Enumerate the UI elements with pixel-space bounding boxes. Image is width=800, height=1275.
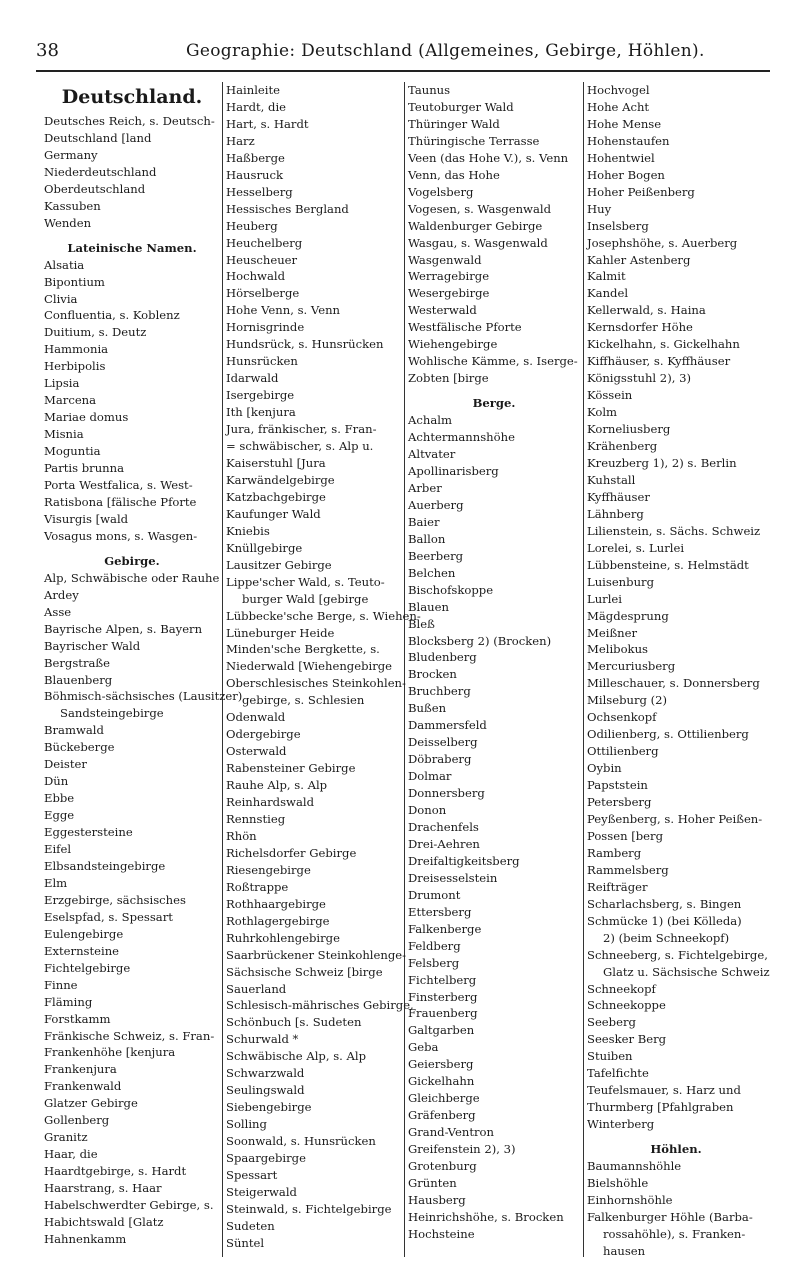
index-entry: Schönbuch [s. Sudeten [226,1015,362,1030]
index-entry: Bayrischer Wald [44,638,141,653]
index-entry: Hart, s. Hardt [226,116,309,131]
index-entry: Rammelsberg [587,862,669,877]
index-entry: Externsteine [44,943,120,958]
index-entry: Visurgis [wald [44,511,129,526]
index-entry: Rauhe Alp, s. Alp [226,778,328,793]
index-entry: Clivia [44,291,78,306]
index-entry: Vogelsberg [408,184,474,199]
index-entry: Dammersfeld [408,718,487,733]
index-entry: Schlesisch-mährisches Gebirge, [226,998,414,1013]
index-entry: Deister [44,757,87,772]
index-entry: Haßberge [226,150,285,165]
index-entry: Beerberg [408,548,464,563]
index-entry: Sauerland [226,981,287,996]
index-entry: Brocken [408,667,457,682]
index-entry: Karwändelgebirge [226,472,335,487]
index-entry: Geba [408,1040,439,1055]
index-entry: Lüneburger Heide [226,625,335,640]
page-number: 38 [36,40,59,61]
index-entry: Odilienberg, s. Ottilienberg [587,727,749,742]
index-entry: Haarstrang, s. Haar [44,1181,162,1196]
column-divider [583,82,584,1257]
index-entry: Riesengebirge [226,862,311,877]
index-entry: Lübbecke'sche Berge, s. Wiehen- [226,608,421,623]
index-entry: Bußen [408,701,447,716]
index-entry: Melibokus [587,642,648,657]
index-entry: Deutschland [land [44,130,152,145]
index-entry: Falkenburger Höhle (Barba- [587,1209,753,1224]
index-entry: Scharlachsberg, s. Bingen [587,896,742,911]
index-entry: Elbsandsteingebirge [44,858,166,873]
running-head: Geographie: Deutschland (Allgemeines, Gebirge, Höhlen). [186,41,705,61]
index-entry: Habelschwerdter Gebirge, s. [44,1198,214,1213]
index-entry: Fränkische Schweiz, s. Fran- [44,1028,215,1043]
index-entry: Lorelei, s. Lurlei [587,540,685,555]
index-entry: Belchen [408,565,456,580]
index-entry: Seesker Berg [587,1032,667,1047]
index-entry: Siebengebirge [226,1100,312,1115]
index-entry: Donnersberg [408,786,485,801]
index-entry: Wenden [44,215,92,230]
index-entry: Kalmit [587,269,626,284]
index-entry: Oberdeutschland [44,181,146,196]
index-entry: Dreisesselstein [408,870,498,885]
index-entry: Asse [44,604,72,619]
index-entry: Hainleite [226,83,280,97]
index-entry: Donon [408,803,447,818]
index-entry: Wasgau, s. Wasgenwald [408,235,548,250]
index-entry: Hausruck [226,167,283,182]
index-entry: Schneekopf [587,981,656,996]
index-entry: Wohlische Kämme, s. Iserge- [408,354,578,369]
index-entry: Haardtgebirge, s. Hardt [44,1164,187,1179]
index-entry: Frauenberg [408,1006,478,1021]
index-entry: Haar, die [44,1147,98,1162]
index-entry: Rhön [226,828,257,843]
index-entry: Auerberg [408,497,464,512]
index-entry: Gollenberg [44,1113,110,1128]
index-entry: Dreifaltigkeitsberg [408,853,520,868]
index-entry-continued: gebirge, s. Schlesien [242,693,365,708]
index-entry: Kickelhahn, s. Gickelhahn [587,337,740,352]
index-entry: Krähenberg [587,439,658,454]
index-entry: Ratisbona [fälische Pforte [44,494,197,509]
index-entry: Kyffhäuser [587,489,650,504]
index-entry: Glatzer Gebirge [44,1096,138,1111]
index-entry: Huy [587,201,612,216]
index-entry: Königsstuhl 2), 3) [587,371,691,386]
index-entry: Meißner [587,625,638,640]
index-entry: Hochvogel [587,83,650,97]
index-entry: Kiffhäuser, s. Kyffhäuser [587,354,731,369]
index-entry: Heinrichshöhe, s. Brocken [408,1209,564,1224]
index-entry: Erzgebirge, sächsisches [44,892,186,907]
index-entry: Schwarzwald [226,1066,305,1081]
index-entry: Roßtrappe [226,879,289,894]
index-entry: Marcena [44,393,97,408]
index-entry: Odenwald [226,710,286,725]
index-entry: Schmücke 1) (bei Kölleda) [587,913,742,928]
index-entry: Harz [226,133,255,148]
index-entry: Gräfenberg [408,1108,476,1123]
index-entry: Veen (das Hohe V.), s. Venn [408,150,569,165]
index-entry: Galtgarben [408,1023,475,1038]
index-entry: Rabensteiner Gebirge [226,761,356,776]
index-entry: Bergstraße [44,655,111,670]
index-entry: Vosagus mons, s. Wasgen- [44,528,198,543]
index-entry: Grünten [408,1176,457,1190]
index-entry: Baumannshöhle [587,1159,682,1174]
column-4 [587,82,770,1258]
index-entry: Eulengebirge [44,926,124,941]
index-entry: Kaiserstuhl [Jura [226,455,326,470]
index-entry: Lübbensteine, s. Helmstädt [587,557,749,572]
index-entry: Eselspfad, s. Spessart [44,909,173,924]
index-entry: Ottilienberg [587,744,659,759]
index-entry: Zobten [birge [408,371,489,386]
index-entry: Hessisches Bergland [226,201,349,216]
index-entry: Seulingswald [226,1083,305,1098]
index-entry: Steigerwald [226,1184,297,1199]
index-entry: Kandel [587,286,629,301]
index-entry: Schurwald * [226,1032,299,1047]
index-entry: Ruhrkohlengebirge [226,930,340,945]
index-entry: Partis brunna [44,461,125,476]
index-entry: Apollinarisberg [408,463,499,478]
index-entry: Saarbrückener Steinkohlenge- [226,947,407,962]
index-entry: Mercuriusberg [587,659,676,674]
index-entry: Einhornshöhle [587,1192,673,1207]
index-entry: Heuberg [226,218,278,233]
index-entry: Falkenberge [408,921,482,936]
index-entry: Duitium, s. Deutz [44,325,147,340]
index-entry: Seeberg [587,1015,636,1030]
index-entry: Ballon [408,531,446,546]
index-entry: Hoher Peißenberg [587,184,695,199]
column-2 [226,82,421,1257]
index-entry: Granitz [44,1130,88,1145]
index-entry: Kassuben [44,198,101,213]
index-entry: Thurmberg [Pfahlgraben [587,1100,734,1115]
index-entry: Hausberg [408,1192,466,1207]
index-entry: Arber [408,480,442,495]
index-entry: Hornisgrinde [226,320,305,335]
index-entry: Rothhaargebirge [226,896,326,911]
index-entry-continued: Sandsteingebirge [60,706,164,721]
index-entry: Achalm [408,413,452,428]
index-entry: Bückeberge [44,740,115,755]
index-entry: Achtermannshöhe [408,430,515,445]
index-entry: Wiehengebirge [408,337,498,352]
index-entry: Frankenjura [44,1062,117,1077]
index-entry: Confluentia, s. Koblenz [44,308,180,323]
index-entry: Eggestersteine [44,825,133,840]
index-entry: Reinhardswald [226,795,315,810]
index-entry: Kernsdorfer Höhe [587,320,693,335]
page-header [36,40,764,64]
index-entry: Porta Westfalica, s. West- [44,478,193,493]
index-entry: Teufelsmauer, s. Harz und [587,1083,741,1098]
index-entry: Niederdeutschland [44,164,157,179]
index-entry: Idarwald [226,371,279,386]
index-entry: Odergebirge [226,727,301,742]
index-entry: Hohentwiel [587,150,655,165]
index-entry: Misnia [44,427,84,442]
index-entry: Minden'sche Bergkette, s. [226,642,380,657]
index-entry: Dolmar [408,769,452,784]
index-entry: Hochwald [226,269,286,284]
index-entry: Baier [408,514,440,529]
index-entry: Süntel [226,1235,265,1250]
index-entry: Reifträger [587,879,648,894]
index-entry-continued: burger Wald [gebirge [242,591,369,606]
index-entry: Ith [kenjura [226,405,296,420]
index-entry: Kniebis [226,523,270,538]
index-entry: Forstkamm [44,1011,111,1026]
index-entry: Feldberg [408,938,461,953]
index-entry: Schneeberg, s. Fichtelgebirge, [587,947,768,962]
index-entry: Fläming [44,994,93,1009]
index-entry: Oberschlesisches Steinkohlen- [226,676,406,691]
index-entry: Felsberg [408,955,460,970]
index-entry: Hardt, die [226,99,287,114]
index-entry: Drei-Aehren [408,836,480,851]
index-entry: Blocksberg 2) (Brocken) [408,633,552,648]
index-entry: Hundsrück, s. Hunsrücken [226,337,384,352]
column-3 [408,82,580,1257]
index-entry: Venn, das Hohe [408,167,500,182]
index-entry: Kahler Astenberg [587,252,691,267]
index-entry: Oybin [587,761,622,776]
index-entry: Soonwald, s. Hunsrücken [226,1134,376,1149]
index-entry: Greifenstein 2), 3) [408,1142,516,1157]
index-entry: Kössein [587,388,633,403]
index-entry: Sächsische Schweiz [birge [226,964,383,979]
index-entry: Altvater [408,447,456,462]
index-entry: Deutsches Reich, s. Deutsch- [44,114,215,128]
index-entry: Hohe Acht [587,99,650,114]
index-entry: Inselsberg [587,218,649,233]
index-entry: Böhmisch-sächsisches (Lausitzer) [44,689,243,704]
section-heading: Höhlen. [650,1142,702,1157]
index-entry: Lausitzer Gebirge [226,557,332,572]
index-entry: Mägdesprung [587,608,669,623]
index-entry: Josephshöhe, s. Auerberg [587,235,738,250]
index-entry: Bludenberg [408,650,477,665]
index-entry: Heuscheuer [226,252,298,267]
index-entry: Gickelhahn [408,1074,475,1089]
index-entry: Hammonia [44,342,109,357]
index-entry: Sudeten [226,1218,275,1233]
index-entry: Stuiben [587,1049,633,1064]
index-entry: Bramwald [44,723,104,738]
index-entry: Schneekoppe [587,998,666,1013]
index-entry: Fichtelberg [408,972,477,987]
column-divider [404,82,405,1257]
index-entry: Alsatia [44,257,85,272]
column-divider [222,82,223,1257]
index-entry-continued: 2) (beim Schneekopf) [603,930,730,945]
index-entry: Alp, Schwäbische oder Rauhe [44,570,220,585]
index-entry: Bischofskoppe [408,582,494,597]
section-heading: Gebirge. [104,553,160,568]
header-rule [36,70,770,72]
index-entry: Hörselberge [226,286,300,301]
index-entry: Frankenwald [44,1079,122,1094]
index-entry: Niederwald [Wiehengebirge [226,659,393,674]
index-entry: Drumont [408,887,461,902]
index-entry: Wesergebirge [408,286,490,301]
index-entry: Hohe Mense [587,116,662,131]
index-entry: Spaargebirge [226,1151,306,1166]
index-entry: Lilienstein, s. Sächs. Schweiz [587,523,761,538]
index-entry: Bipontium [44,274,105,289]
section-heading: Lateinische Namen. [67,240,197,255]
index-entry: Rothlagergebirge [226,913,330,928]
index-entry-continued: hausen [603,1243,646,1258]
index-entry: Ardey [44,587,79,602]
index-entry-continued: rossahöhle), s. Franken- [603,1226,746,1241]
index-entry: Petersberg [587,795,652,810]
index-entry: Ettersberg [408,904,472,919]
section-heading: Berge. [472,396,516,411]
index-entry: Grotenburg [408,1159,477,1174]
index-entry: Dün [44,774,69,789]
index-entry: Jura, fränkischer, s. Fran- [226,422,377,437]
index-entry: Peyßenberg, s. Hoher Peißen- [587,811,763,826]
index-entry: Döbraberg [408,752,472,767]
index-entry: = schwäbischer, s. Alp u. [226,439,374,454]
index-entry: Lippe'scher Wald, s. Teuto- [226,574,385,589]
index-entry: Thüringische Terrasse [408,133,540,148]
index-entry: Rennstieg [226,811,286,826]
index-entry: Lähnberg [587,506,644,521]
index-entry: Grand-Ventron [408,1125,494,1140]
index-entry: Luisenburg [587,574,655,589]
index-entry: Finne [44,977,78,992]
index-entry: Papststein [587,778,648,793]
index-entry: Blauen [408,599,449,614]
index-entry: Ochsenkopf [587,710,657,725]
index-entry: Schwäbische Alp, s. Alp [226,1049,367,1064]
index-entry: Bruchberg [408,684,471,699]
index-entry: Ramberg [587,845,642,860]
index-entry: Richelsdorfer Gebirge [226,845,357,860]
index-entry: Hohe Venn, s. Venn [226,303,341,318]
index-entry: Elm [44,875,68,890]
index-entry: Milleschauer, s. Donnersberg [587,676,760,691]
index-entry: Hesselberg [226,184,293,199]
index-entry: Kaufunger Wald [226,506,321,521]
index-entry: Kreuzberg 1), 2) s. Berlin [587,455,737,470]
index-entry: Finsterberg [408,989,478,1004]
index-entry: Thüringer Wald [408,116,500,131]
index-entry: Deisselberg [408,735,478,750]
index-entry: Hoher Bogen [587,167,665,182]
index-entry: Heuchelberg [226,235,303,250]
index-entry: Herbipolis [44,359,106,374]
index-entry: Hahnenkamm [44,1231,127,1246]
index-entry: Steinwald, s. Fichtelgebirge [226,1201,392,1216]
index-entry: Kolm [587,405,618,420]
index-entry: Eifel [44,842,72,857]
index-entry: Kellerwald, s. Haina [587,303,706,318]
section-title: Deutschland. [61,86,203,108]
index-entry: Blauenberg [44,672,113,687]
index-entry: Possen [berg [587,828,663,843]
index-entry: Lurlei [587,591,622,606]
index-entry: Vogesen, s. Wasgenwald [408,201,552,216]
index-entry: Hohenstaufen [587,133,670,148]
index-entry: Moguntia [44,444,101,459]
index-entry: Korneliusberg [587,422,671,437]
index-entry: Tafelfichte [587,1066,649,1081]
index-entry: Hunsrücken [226,354,298,369]
index-entry: Frankenhöhe [kenjura [44,1045,176,1060]
index-entry: Mariae domus [44,410,129,425]
index-entry: Kuhstall [587,472,636,487]
index-entry: Osterwald [226,744,287,759]
index-entry: Habichtswald [Glatz [44,1215,164,1229]
index-entry: Waldenburger Gebirge [408,218,543,233]
index-entry: Gleichberge [408,1091,480,1106]
index-entry: Teutoburger Wald [408,99,514,114]
index-entry: Wasgenwald [408,252,482,267]
index-entry: Milseburg (2) [587,693,668,708]
index-entry: Germany [44,147,98,162]
index-entry: Winterberg [587,1117,655,1132]
index-entry: Isergebirge [226,388,295,403]
index-entry: Geiersberg [408,1057,474,1072]
index-entry: Solling [226,1117,267,1132]
index-entry: Drachenfels [408,819,479,834]
index-entry: Katzbachgebirge [226,489,326,504]
index-entry: Bleß [408,616,435,631]
index-entry: Lipsia [44,376,80,391]
index-entry: Westerwald [408,303,477,318]
index-entry: Egge [44,808,75,823]
index-entry: Ebbe [44,791,75,806]
index-entry: Bayrische Alpen, s. Bayern [44,621,203,636]
index-entry-continued: Glatz u. Sächsische Schweiz [603,964,770,979]
index-entry: Taunus [408,83,451,97]
index-entry: Werragebirge [408,269,490,284]
index-entry: Westfälische Pforte [408,320,522,335]
index-entry: Hochsteine [408,1226,475,1241]
index-entry: Bielshöhle [587,1176,649,1190]
index-entry: Spessart [226,1168,278,1182]
index-entry: Fichtelgebirge [44,960,131,975]
index-entry: Knüllgebirge [226,540,303,555]
